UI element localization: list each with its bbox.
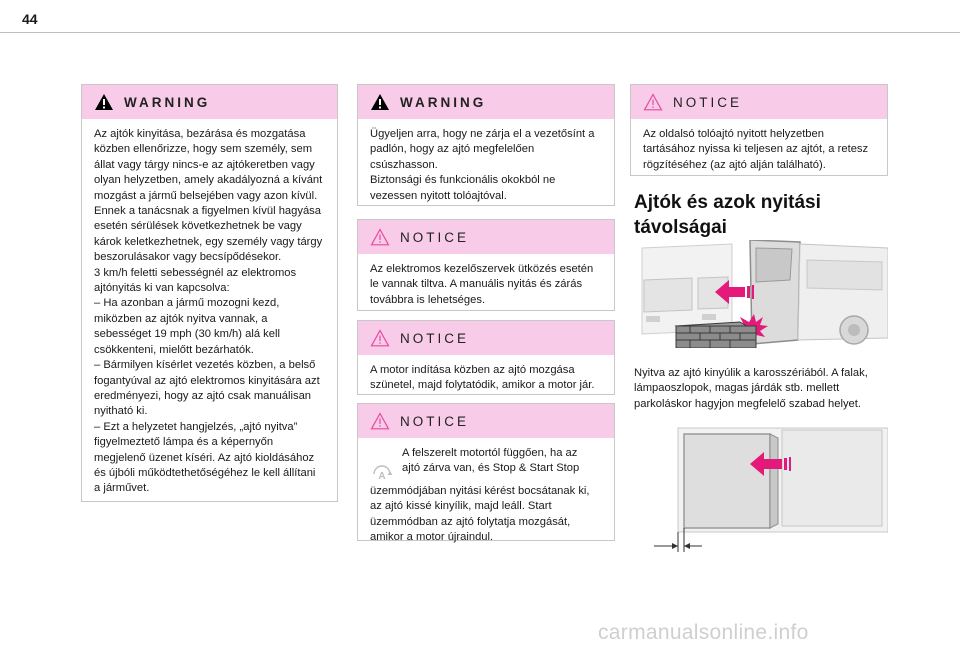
notice-label: NOTICE [400,413,470,429]
text-line: mozgást a jármű belsejében vagy azon kívül. [94,189,318,202]
text-line: az ajtó kissé kinyílik, majd leáll. Start [370,500,552,513]
text-line: A felszerelt motortól függően, ha az [402,447,578,459]
notice-text [631,119,887,173]
notice-header [631,85,887,119]
caption-line: parkoláskor hagyjon megfelelő szabad helyet. [634,397,861,410]
text-line: amikor a motor újraindul. [370,531,494,544]
caption-line: lámpaoszlopok, magas járdák stb. mellett [634,382,840,395]
section-heading [634,190,934,240]
notice-label: NOTICE [400,330,470,346]
notice-header [358,404,614,438]
text-line: – Bármilyen kísérlet vezetés közben, a belső [94,359,316,372]
text-line: – Ha azonban a jármű mozogni kezd, [94,297,280,310]
notice-triangle-icon [370,412,390,430]
caption-line: Nyitva az ajtó kinyúlik a karosszériából. A falak, [634,367,868,379]
notice-triangle-icon [643,93,663,111]
text-line: csökkenteni, mielőtt bezárhatók. [94,343,254,356]
text-line: Biztonsági és funkcionális okokból ne [370,174,556,187]
text-line: közben ellenőrizze, hogy sem személy, sem [94,143,313,156]
text-line: eredményezi, hogy az ajtó csak manuálisan [94,389,312,402]
text-line: állat vagy tárgy nincs-e az ajtókeretben vagy [94,158,315,171]
text-line: beszorulásakor vagy becsípődésekor. [94,251,282,264]
text-line: fogantyúval az ajtó elektromos kinyitására azt [94,374,320,387]
warning-text [82,119,337,497]
svg-text:A: A [378,471,386,482]
warning-triangle-icon [94,93,114,111]
warning-header [82,85,337,119]
watermark: carmanualsonline.info [598,621,809,644]
text-line: rögzítéséhez (az ajtó alján található). [643,158,826,171]
notice-box-latch [630,84,888,176]
page-number: 44 [22,11,38,27]
text-line: szünetel, majd folytatódik, amikor a motor jár. [370,379,595,392]
text-line: miközben az ajtók nyitva vannak, a [94,312,268,325]
text-line: – Ezt a helyzetet hangjelzés, „ajtó nyitva” [94,420,298,433]
text-line: károk keletkezhetnek, egy személy vagy tárgy [94,235,323,248]
notice-triangle-icon [370,228,390,246]
van-door-obstacle-illustration [632,240,888,348]
warning-label: WARNING [124,94,211,110]
notice-text [358,438,614,546]
text-line: le vannak tiltva. A manuális nyitás és zárás [370,278,583,291]
warning-text [358,119,614,204]
text-line: A motor indítása közben az ajtó mozgása [370,364,575,376]
text-line: tartásához nyissa ki teljesen az ajtót, a retesz [643,143,869,156]
notice-box-stop-start [357,403,615,544]
text-line: padlón, hogy az ajtó megfelelően [370,143,535,156]
warning-header [358,85,614,119]
notice-box-collision [357,219,615,311]
door-protrusion-illustration [632,424,888,552]
notice-label: NOTICE [673,94,743,110]
warning-box-guide-rail [357,84,615,206]
notice-text [358,254,614,308]
text-line: a járművet. [94,482,150,495]
notice-header [358,220,614,254]
heading-line: távolságai [634,217,727,238]
stop-start-a-icon [370,460,394,482]
notice-header [358,321,614,355]
notice-label: NOTICE [400,229,470,245]
notice-text [358,355,614,394]
brick-wall [676,322,756,348]
text-line: üzemmódban az ajtó folytatja mozgását, [370,515,571,528]
text-line: olyan helyzetben, amely akadályozná a kívánt [94,174,323,187]
text-line: üzemmódjában nyitási kérést bocsátanak ki, [370,485,590,497]
text-line: ajtó zárva van, és Stop & Start Stop [402,462,580,475]
heading-line: Ajtók és azok nyitási [634,192,821,213]
text-line: Az ajtók kinyitása, bezárása és mozgatása [94,128,306,140]
text-line: sebességet 19 mph (30 km/h) alá kell [94,328,280,341]
warning-box-doors [81,84,338,502]
text-line: Az elektromos kezelőszervek ütközés esetén [370,263,594,275]
notice-box-engine-start [357,320,615,395]
text-line: esetén sérülések következhetnek be vagy [94,220,302,233]
text-line: ajtónyitás ki van kapcsolva: [94,282,230,295]
top-divider [0,32,960,33]
warning-label: WARNING [400,94,487,110]
text-line: Ennek a tanácsnak a figyelmen kívül hagyása [94,205,321,218]
text-line: 3 km/h feletti sebességnél az elektromos [94,266,297,279]
text-line: és újbóli működtethetőségéhez le kell állítani [94,466,316,479]
text-line: megjelenő üzenet kíséri. Az ajtó kioldásához [94,451,315,464]
notice-triangle-icon [370,329,390,347]
text-line: Az oldalsó tolóajtó nyitott helyzetben [643,128,824,140]
warning-triangle-icon [370,93,390,111]
text-line: csúszhasson. [370,158,438,171]
text-line: Ügyeljen arra, hogy ne zárja el a vezetősínt a [370,128,595,140]
figure-caption [634,366,904,412]
text-line: nyitható ki. [94,405,148,418]
text-line: figyelmeztető lámpa és a képernyőn [94,436,274,449]
text-line: vezessen nyitott tolóajtóval. [370,189,507,202]
text-line: továbbra is lehetséges. [370,293,486,306]
